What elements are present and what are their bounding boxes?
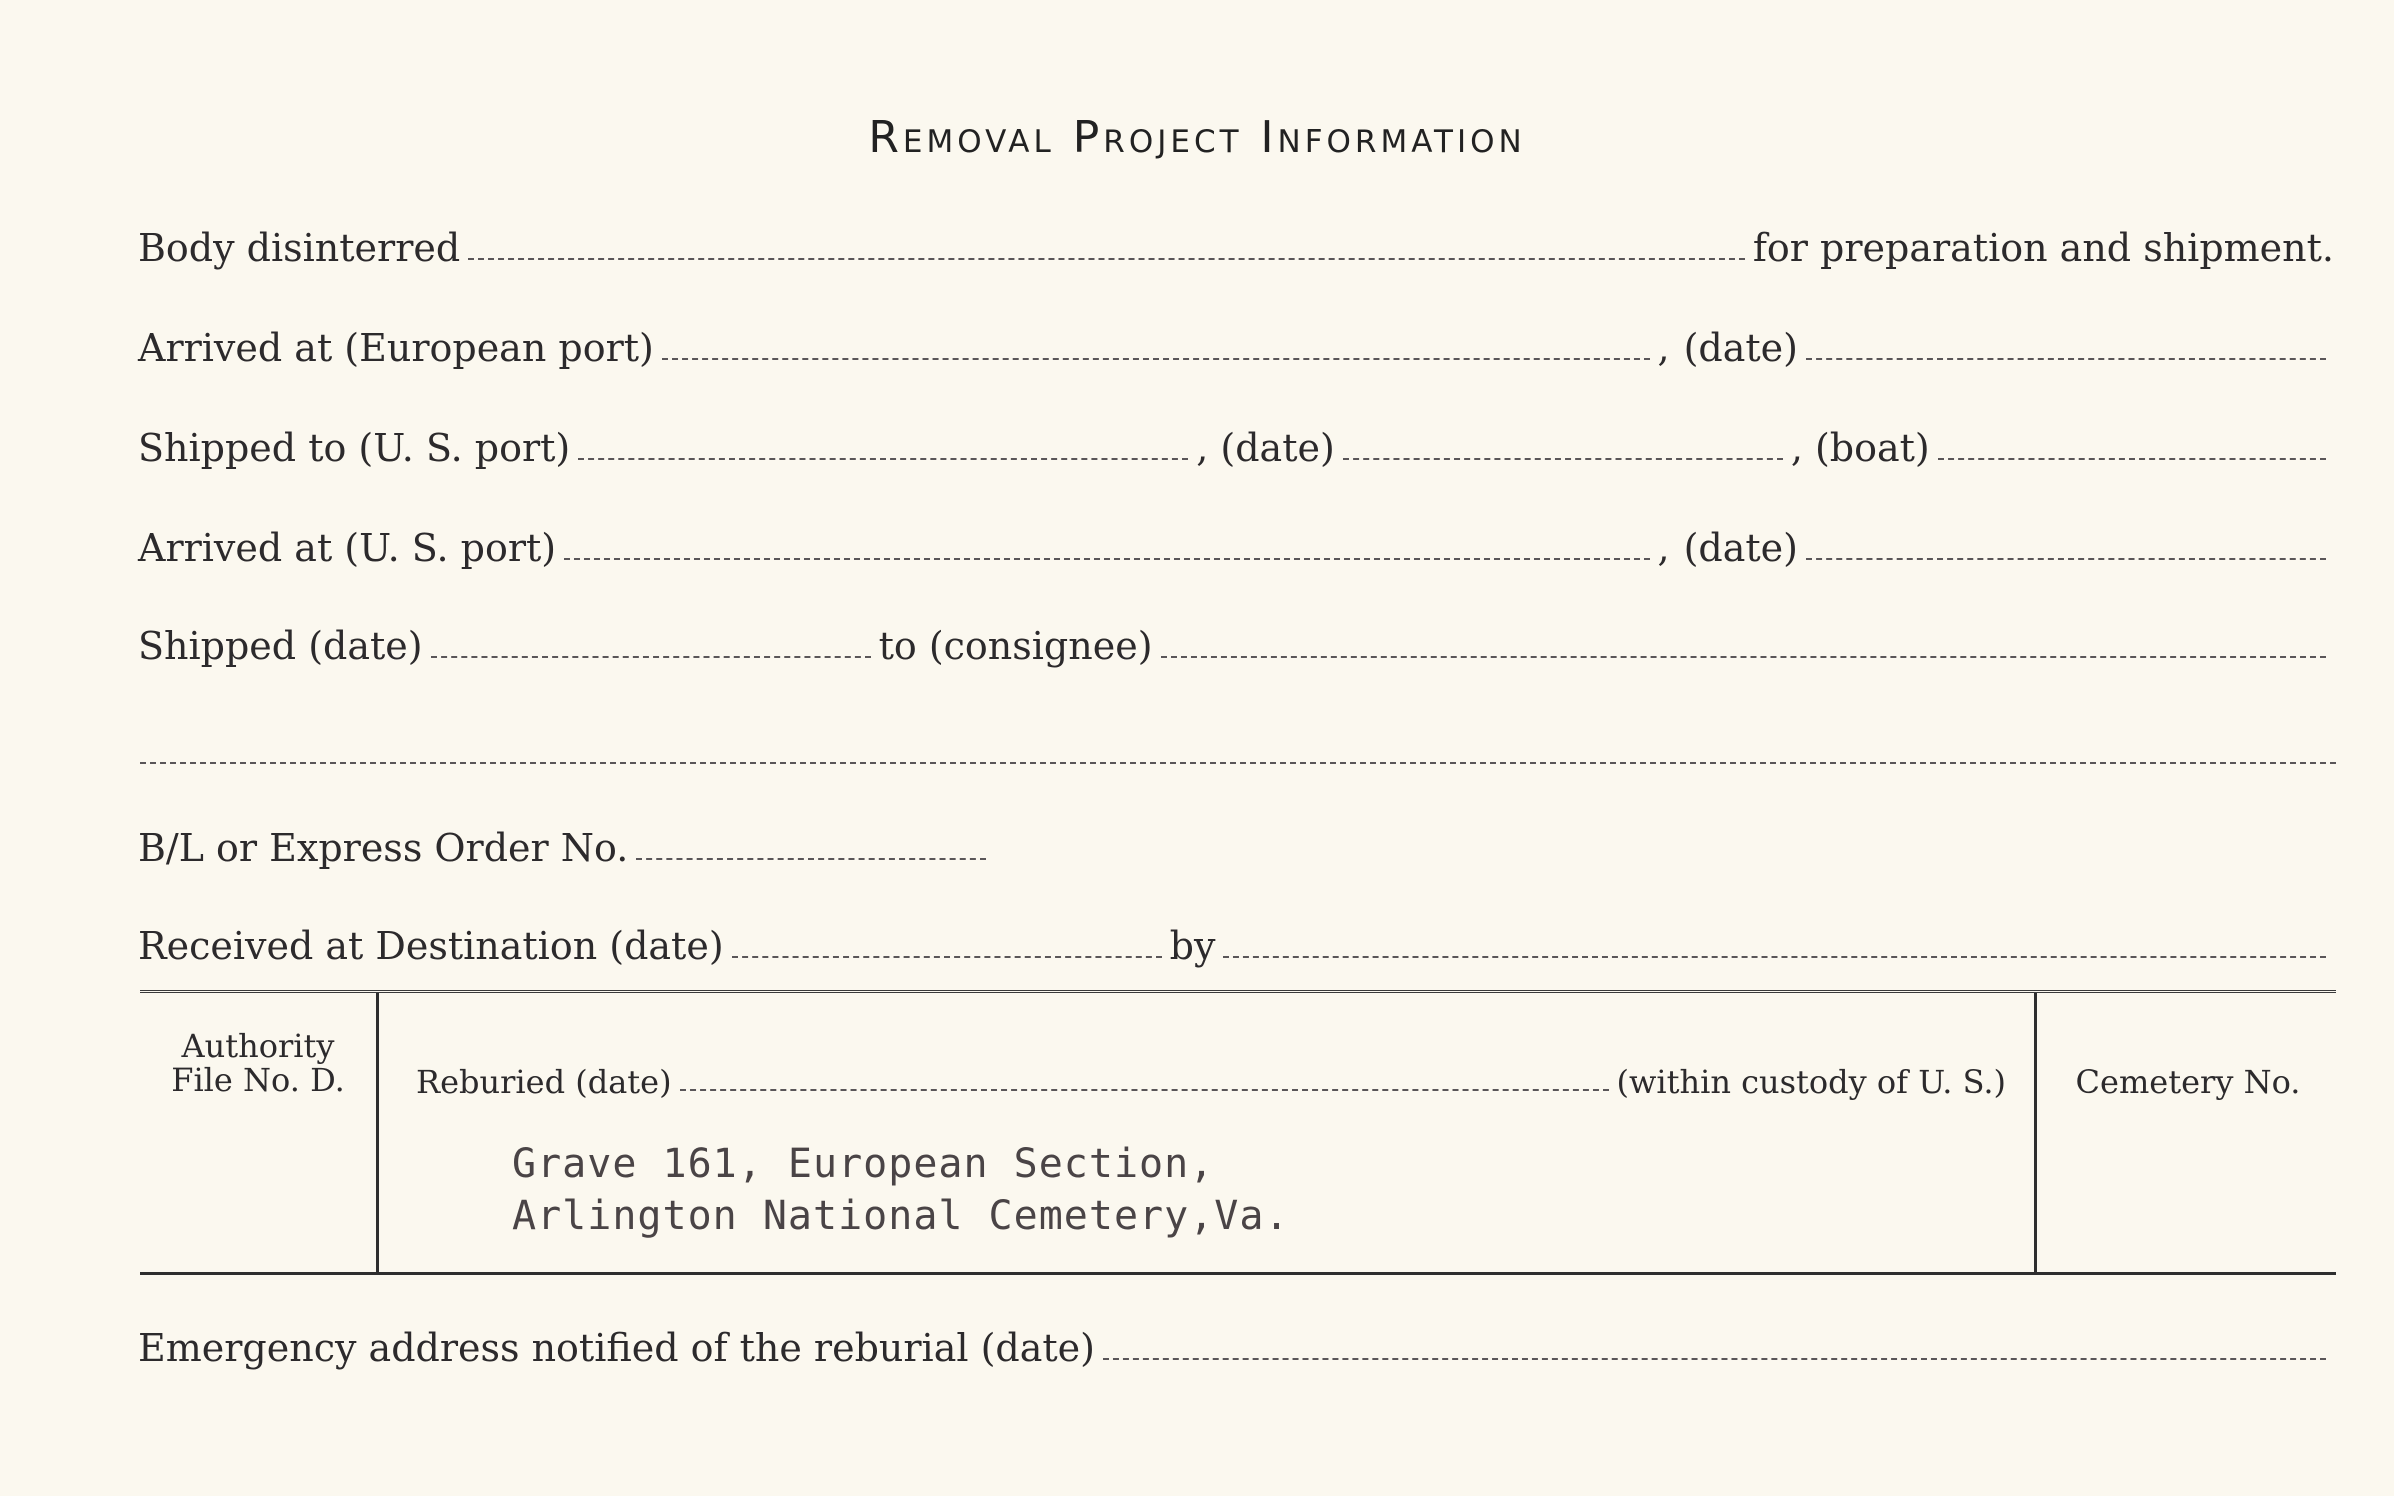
row-arrived-us (138, 526, 2334, 570)
arrived-european-date-field[interactable] (1806, 358, 2326, 360)
shipped-us-date-field[interactable] (1343, 458, 1783, 460)
emergency-date-field[interactable] (1103, 1358, 2326, 1360)
arrived-us-comma: , (1657, 526, 1670, 570)
consignee-field[interactable] (1161, 656, 2326, 658)
row-bl (138, 826, 2334, 870)
row-shipped-us (138, 426, 2334, 470)
consignee-label: to (consignee) (878, 624, 1153, 668)
row-arrived-european (138, 326, 2334, 370)
received-date-field[interactable] (732, 956, 1162, 958)
arrived-european-comma: , (1657, 326, 1670, 370)
shipped-us-boat-field[interactable] (1938, 458, 2326, 460)
arrived-european-date-label: (date) (1683, 326, 1798, 370)
received-label: Received at Destination (date) (138, 924, 724, 968)
typed-cemetery-line: Arlington National Cemetery,Va. (512, 1193, 1290, 1239)
row-shipped-date (138, 624, 2334, 668)
shipped-us-date-label: , (date) (1196, 426, 1335, 470)
form-title: Removal Project Information (868, 112, 1526, 163)
shipped-us-port-field[interactable] (578, 458, 1188, 460)
arrived-us-port-field[interactable] (564, 558, 1649, 560)
cemetery-no-label: Cemetery No. (2075, 1063, 2301, 1101)
row-received (138, 924, 2334, 968)
table-divider (376, 993, 379, 1272)
row-body-disinterred (138, 226, 2334, 270)
reburied-date-field[interactable] (680, 1089, 1609, 1091)
custody-label: (within custody of U. S.) (1616, 1063, 2006, 1101)
bl-express-label: B/L or Express Order No. (138, 826, 629, 870)
received-by-field[interactable] (1223, 956, 2326, 958)
reburial-table (140, 990, 2336, 1275)
arrived-us-label: Arrived at (U. S. port) (138, 526, 557, 570)
file-no-label: File No. D. (171, 1061, 345, 1099)
shipped-us-boat-label: , (boat) (1790, 426, 1930, 470)
shipped-date-label: Shipped (date) (138, 624, 423, 668)
reburied-date-label: Reburied (date) (416, 1063, 672, 1101)
emergency-label: Emergency address notified of the reburial (date) (138, 1326, 1095, 1370)
typed-grave-line: Grave 161, European Section, (512, 1141, 1215, 1187)
arrived-us-date-field[interactable] (1806, 558, 2326, 560)
row-emergency (138, 1326, 2334, 1370)
table-divider (2034, 993, 2037, 1272)
reburied-row (416, 1063, 2006, 1101)
arrived-us-date-label: (date) (1683, 526, 1798, 570)
body-disinterred-field[interactable] (468, 258, 1745, 260)
body-disinterred-label: Body disinterred (138, 226, 461, 270)
preparation-shipment-label: for preparation and shipment. (1752, 226, 2334, 270)
authority-label: Authority (181, 1027, 335, 1065)
bl-express-field[interactable] (636, 858, 986, 860)
arrived-european-label: Arrived at (European port) (138, 326, 654, 370)
authority-cell (140, 1029, 376, 1097)
shipped-us-label: Shipped to (U. S. port) (138, 426, 571, 470)
arrived-european-port-field[interactable] (662, 358, 1650, 360)
consignee-continuation-field[interactable] (140, 762, 2336, 764)
received-by-label: by (1169, 924, 1216, 968)
shipped-date-field[interactable] (431, 656, 871, 658)
